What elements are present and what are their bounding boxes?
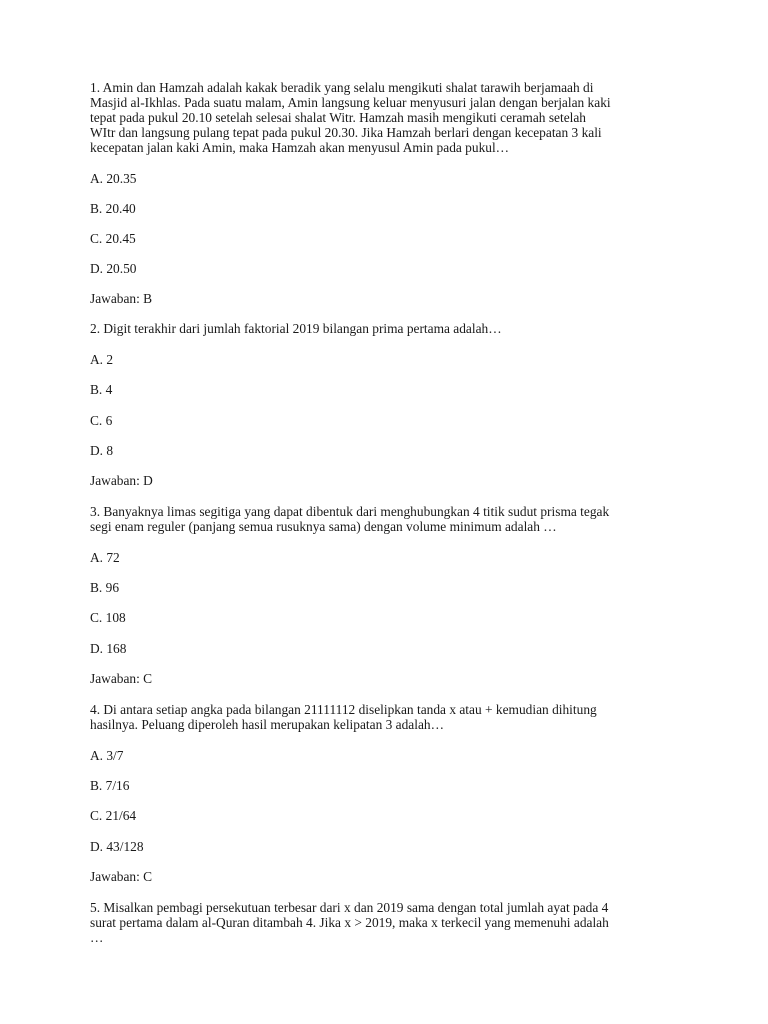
- question-2-option-c: C. 6: [90, 413, 113, 428]
- question-1-stem-line-5: kecepatan jalan kaki Amin, maka Hamzah akan menyusul Amin pada pukul…: [90, 140, 510, 155]
- question-1-stem-line-4: WItr dan langsung pulang tepat pada pukul 20.30. Jika Hamzah berlari dengan kecepatan 3 kali: [90, 125, 602, 140]
- question-1-stem-line-3: tepat pada pukul 20.10 setelah selesai shalat Witr. Hamzah masih mengikuti ceramah setelah: [90, 110, 586, 125]
- question-2-option-a: A. 2: [90, 352, 114, 367]
- question-2-option-b: B. 4: [90, 382, 113, 397]
- question-3-stem-line-1: 3. Banyaknya limas segitiga yang dapat dibentuk dari menghubungkan 4 titik sudut prisma tegak: [90, 504, 610, 519]
- question-3-option-c: C. 108: [90, 610, 126, 625]
- question-2-stem-line-1: 2. Digit terakhir dari jumlah faktorial 2019 bilangan prima pertama adalah…: [90, 321, 502, 336]
- question-1-option-a: A. 20.35: [90, 171, 137, 186]
- question-4-option-b: B. 7/16: [90, 778, 130, 793]
- question-3-option-b: B. 96: [90, 580, 120, 595]
- question-1-stem-line-2: Masjid al-Ikhlas. Pada suatu malam, Amin langsung keluar menyusuri jalan dengan berjalan kaki: [90, 95, 611, 110]
- question-2-option-d: D. 8: [90, 443, 114, 458]
- question-1-stem-line-1: 1. Amin dan Hamzah adalah kakak beradik yang selalu mengikuti shalat tarawih berjamaah di: [90, 80, 594, 95]
- question-3-option-d: D. 168: [90, 641, 127, 656]
- question-3-stem-line-2: segi enam reguler (panjang semua rusuknya sama) dengan volume minimum adalah …: [90, 519, 557, 534]
- question-4-stem-line-1: 4. Di antara setiap angka pada bilangan 21111112 diselipkan tanda x atau + kemudian dihitung: [90, 702, 597, 717]
- question-5-stem-line-1: 5. Misalkan pembagi persekutuan terbesar dari x dan 2019 sama dengan total jumlah ayat pada 4: [90, 900, 609, 915]
- question-4-stem-line-2: hasilnya. Peluang diperoleh hasil merupakan kelipatan 3 adalah…: [90, 717, 444, 732]
- question-4-option-a: A. 3/7: [90, 748, 124, 763]
- question-1-option-d: D. 20.50: [90, 261, 137, 276]
- question-4-answer: Jawaban: C: [90, 869, 153, 884]
- question-1-answer: Jawaban: B: [90, 291, 153, 306]
- question-4-option-d: D. 43/128: [90, 839, 144, 854]
- question-4-option-c: C. 21/64: [90, 808, 137, 823]
- question-3-answer: Jawaban: C: [90, 671, 153, 686]
- question-1-option-b: B. 20.40: [90, 201, 136, 216]
- question-1-option-c: C. 20.45: [90, 231, 136, 246]
- question-2-answer: Jawaban: D: [90, 473, 153, 488]
- question-5-stem-line-3: …: [90, 930, 104, 945]
- question-5-stem-line-2: surat pertama dalam al-Quran ditambah 4. Jika x > 2019, maka x terkecil yang memenuhi adalah: [90, 915, 609, 930]
- question-3-option-a: A. 72: [90, 550, 120, 565]
